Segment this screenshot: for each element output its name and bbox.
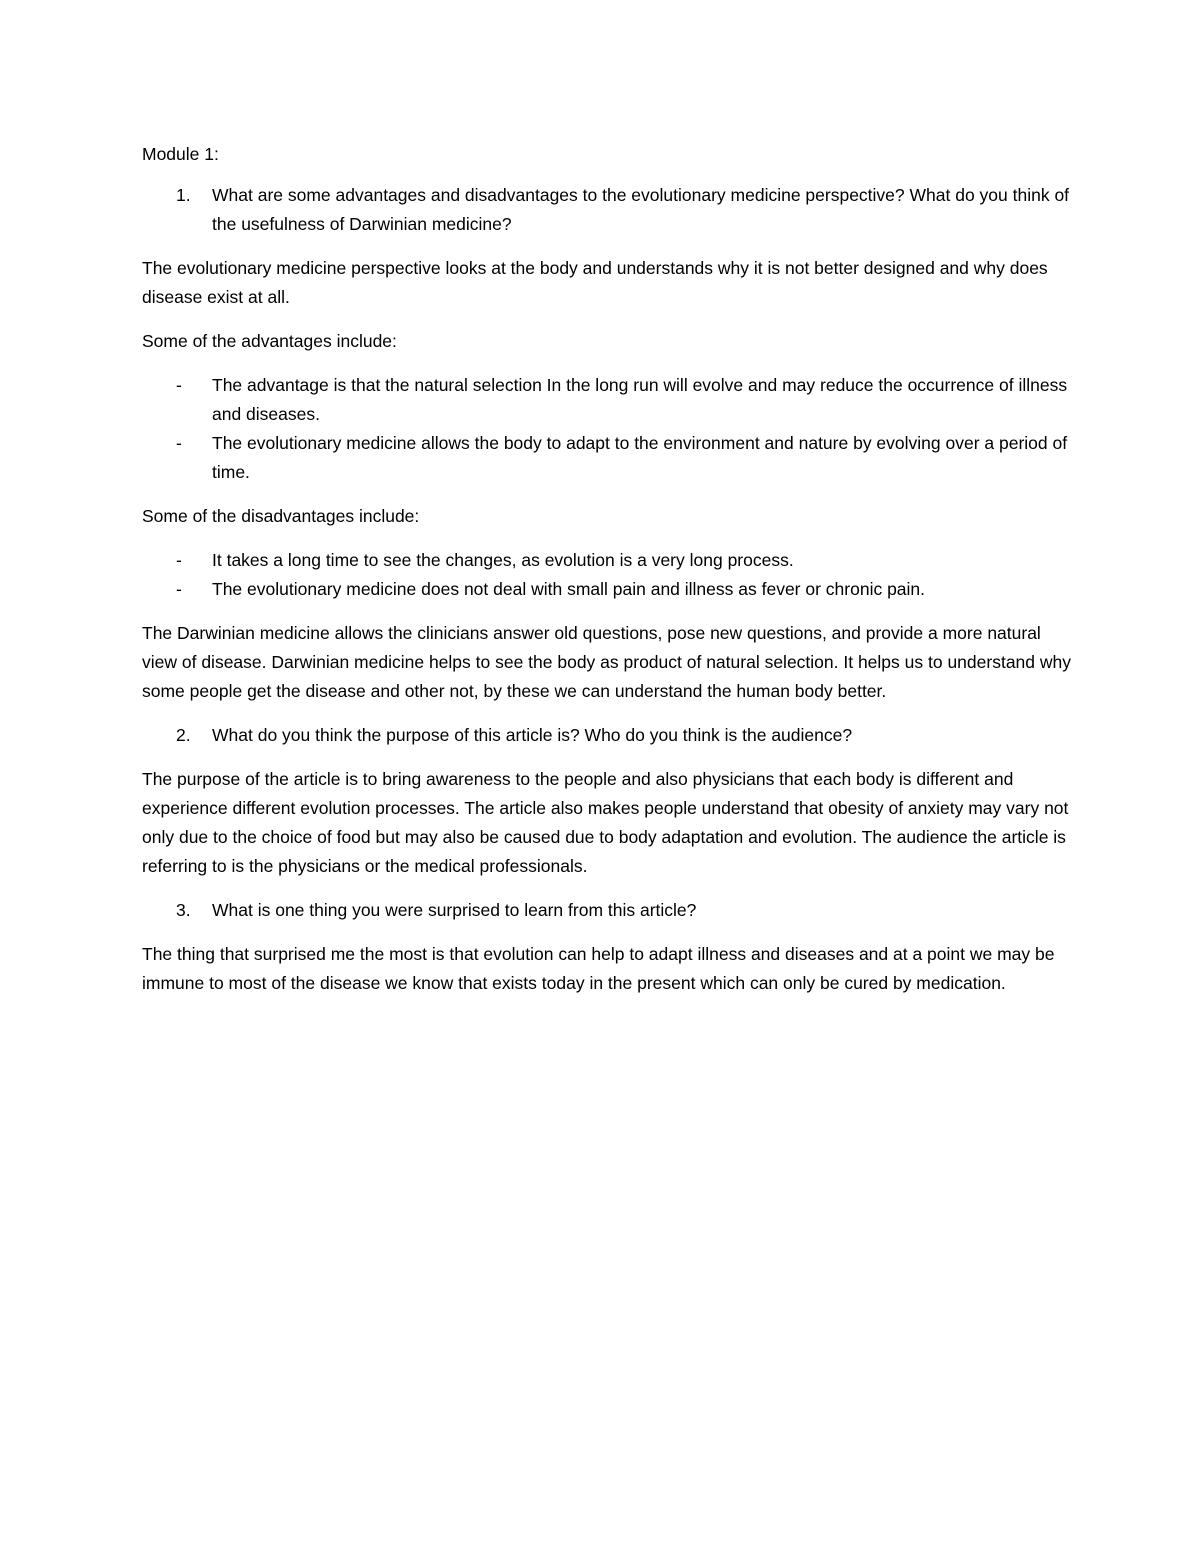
question-2 (142, 721, 1072, 750)
list-item (142, 429, 1072, 487)
bullet-dash: - (176, 375, 182, 395)
list-item-text: The evolutionary medicine does not deal with small pain and illness as fever or chronic pain. (212, 579, 926, 599)
question-1 (142, 181, 1072, 239)
disadvantages-list (142, 546, 1072, 604)
answer-paragraph-1: The evolutionary medicine perspective looks at the body and understands why it is not better designed and why does disease exist at all. (142, 258, 1048, 307)
disadvantages-intro: Some of the disadvantages include: (142, 506, 420, 526)
bullet-dash: - (176, 579, 182, 599)
question-2-text: What do you think the purpose of this article is? Who do you think is the audience? (212, 725, 853, 745)
answer-paragraph-2: The Darwinian medicine allows the clinicians answer old questions, pose new questions, and provide a more natural view of disease. Darwinian medicine helps to see the body as product of natural selection. It helps us to understand why some people get the disease and other not, by these we can understand the human body better. (142, 623, 1072, 701)
list-item (142, 546, 1072, 575)
list-item (142, 575, 1072, 604)
list-item-text: The advantage is that the natural selection In the long run will evolve and may reduce the occurrence of illness and diseases. (212, 375, 1068, 424)
list-item-text: The evolutionary medicine allows the body to adapt to the environment and nature by evolving over a period of time. (212, 433, 1068, 482)
list-item (142, 371, 1072, 429)
module-heading: Module 1: (142, 144, 219, 164)
document-page (142, 140, 1072, 1013)
question-3 (142, 896, 1072, 925)
question-2-number: 2. (176, 725, 191, 745)
bullet-dash: - (176, 550, 182, 570)
advantages-intro: Some of the advantages include: (142, 331, 397, 351)
answer-paragraph-3: The purpose of the article is to bring awareness to the people and also physicians that each body is different and experience different evolution processes. The article also makes people understand that obesity of anxiety may vary not only due to the choice of food but may also be caused due to body adaptation and evolution. The audience the article is referring to is the physicians or the medical professionals. (142, 769, 1069, 876)
advantages-list (142, 371, 1072, 487)
answer-paragraph-4: The thing that surprised me the most is that evolution can help to adapt illness and diseases and at a point we may be immune to most of the disease we know that exists today in the present which can only be cured by medication. (142, 944, 1055, 993)
bullet-dash: - (176, 433, 182, 453)
question-3-number: 3. (176, 900, 191, 920)
question-1-number: 1. (176, 185, 191, 205)
question-3-text: What is one thing you were surprised to learn from this article? (212, 900, 697, 920)
question-1-text: What are some advantages and disadvantages to the evolutionary medicine perspective? What do you think of the usefulness of Darwinian medicine? (212, 185, 1070, 234)
list-item-text: It takes a long time to see the changes, as evolution is a very long process. (212, 550, 794, 570)
